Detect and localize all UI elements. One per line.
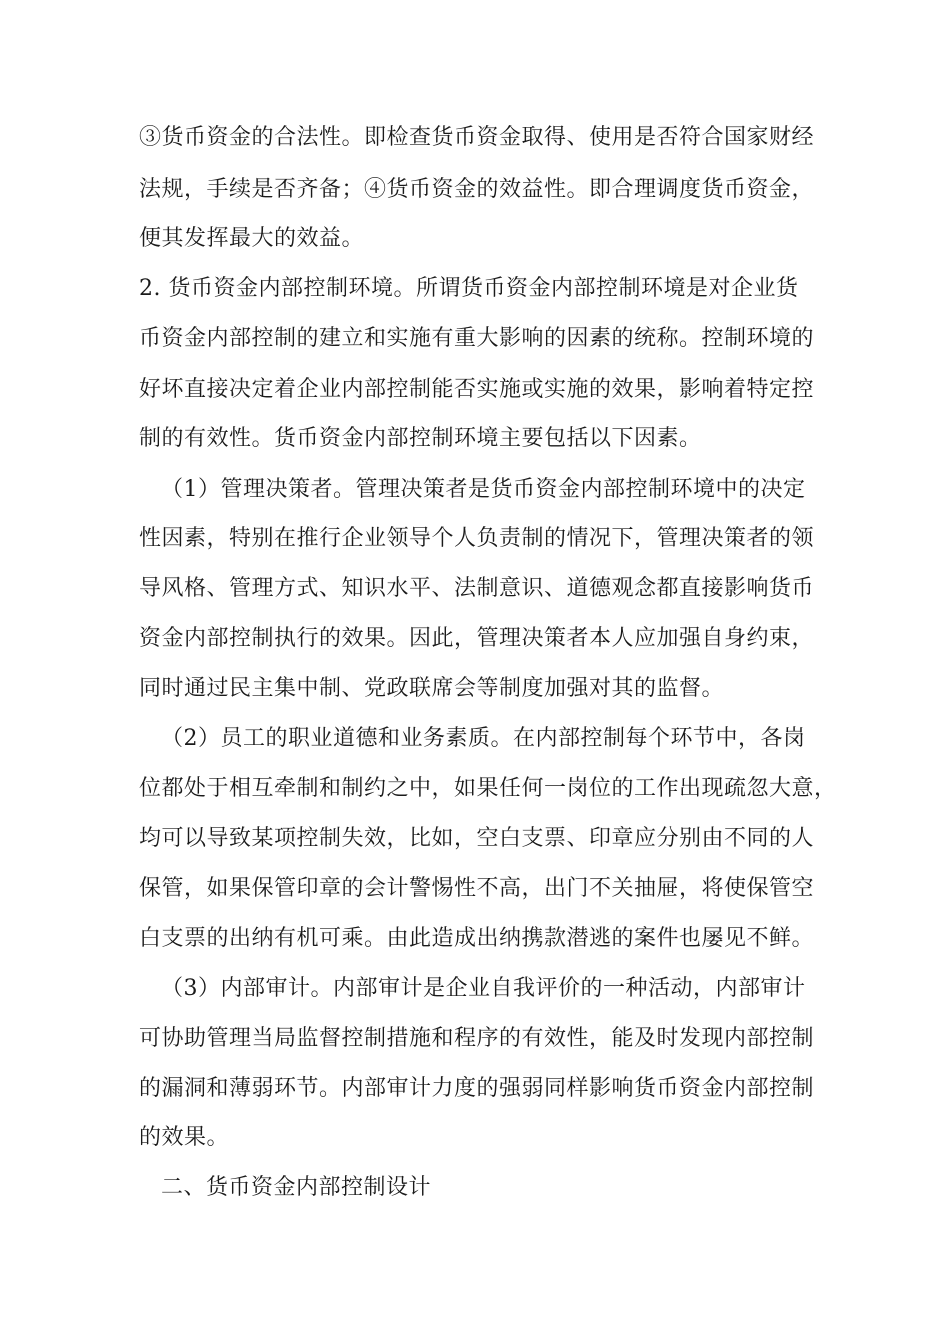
- text-line: 导风格、管理方式、知识水平、法制意识、道德观念都直接影响货币: [139, 576, 815, 601]
- text-line: 均可以导致某项控制失效，比如，空白支票、印章应分别由不同的人: [139, 826, 815, 851]
- text-line: （3）内部审计。内部审计是企业自我评价的一种活动，内部审计: [161, 976, 806, 1001]
- text-line: 白支票的出纳有机可乘。由此造成出纳携款潜逃的案件也屡见不鲜。: [139, 926, 815, 951]
- text-line: 位都处于相互牵制和制约之中，如果任何一岗位的工作出现疏忽大意，: [139, 776, 837, 801]
- text-line: 的漏洞和薄弱环节。内部审计力度的强弱同样影响货币资金内部控制: [139, 1076, 815, 1101]
- text-line: 同时通过民主集中制、党政联席会等制度加强对其的监督。: [139, 676, 725, 701]
- text-line: 好坏直接决定着企业内部控制能否实施或实施的效果，影响着特定控: [139, 377, 815, 402]
- text-line: 币资金内部控制的建立和实施有重大影响的因素的统称。控制环境的: [139, 326, 815, 351]
- text-line: （1）管理决策者。管理决策者是货币资金内部控制环境中的决定: [161, 477, 806, 502]
- text-line: 制的有效性。货币资金内部控制环境主要包括以下因素。: [139, 426, 702, 451]
- section-heading: 二、货币资金内部控制设计: [161, 1175, 432, 1200]
- text-line: 的效果。: [139, 1125, 230, 1150]
- text-line: 法规，手续是否齐备；④货币资金的效益性。即合理调度货币资金，: [139, 177, 815, 202]
- text-line: 性因素，特别在推行企业领导个人负责制的情况下，管理决策者的领: [139, 526, 815, 551]
- text-line: 2. 货币资金内部控制环境。所谓货币资金内部控制环境是对企业货: [139, 276, 799, 301]
- text-line: ③货币资金的合法性。即检查货币资金取得、使用是否符合国家财经: [139, 125, 815, 150]
- text-line: 可协助管理当局监督控制措施和程序的有效性，能及时发现内部控制: [139, 1026, 815, 1051]
- text-line: 资金内部控制执行的效果。因此，管理决策者本人应加强自身约束，: [139, 626, 815, 651]
- text-line: 保管，如果保管印章的会计警惕性不高，出门不关抽屉，将使保管空: [139, 876, 815, 901]
- text-line: （2）员工的职业道德和业务素质。在内部控制每个环节中，各岗: [161, 726, 806, 751]
- text-line: 便其发挥最大的效益。: [139, 226, 365, 251]
